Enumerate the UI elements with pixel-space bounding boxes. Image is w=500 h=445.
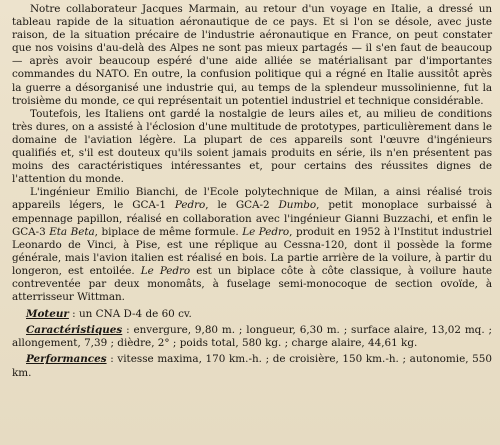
text-run: , biplace de même formule. (94, 225, 243, 238)
spec-moteur (12, 308, 492, 321)
spec-value-caracteristiques: : envergure, 9,80 m. ; longueur, 6,30 m. ; surface alaire, 13,02 mq. ; allongement, 7,39 ; dièdre, 2° ; poids total, 580 kg. ; charge alaire, 44,61 kg. (12, 324, 492, 350)
aircraft-name-pedro: Pedro (174, 199, 206, 212)
spec-value-moteur: : un CNA D-4 de 60 cv. (68, 308, 192, 321)
spec-caracteristiques (12, 324, 492, 350)
aircraft-name-pedro: Le Pedro (242, 225, 290, 238)
aircraft-name-dumbo: Dumbo (278, 199, 317, 212)
paragraph-intro: Notre collaborateur Jacques Marmain, au retour d'un voyage en Italie, a dressé un tableau rapide de la situation aéronautique de ce pays. Et si l'on se désole, avec juste raison, de la situation précaire de l'industrie aéronautique en France, on peut constater que nos voisins d'au-delà des Alpes ne sont pas mieux partagés — il s'en faut de beaucoup — après avoir beaucoup espéré d'une aide alliée se matérialisant par d'importantes commandes du NATO. En outre, la confusion politique qui a régné en Italie aussitôt après la guerre a désorganisé une industrie qui, au temps de la splendeur mussolinienne, fut la troisième du monde, ce qui représentait un potentiel industriel et technique considérable. (12, 3, 492, 107)
text-run: , le GCA-2 (205, 199, 279, 212)
spec-value-performances: : vitesse maxima, 170 km.-h. ; de croisière, 150 km.-h. ; autonomie, 550 km. (12, 353, 492, 379)
text-run: est un biplace côte à côte classique, à voilure haute contreventée par deux monomâts, à fuselage semi-monocoque de section ovoïde, à atterrisseur Wittman. (12, 264, 492, 304)
spec-performances (12, 353, 492, 379)
text-run: , petit monoplace surbaissé à empennage papillon, réalisé en collaboration avec l'ingénieur Gianni Buzzachi, et enfin le GCA-3 (12, 199, 493, 238)
spec-label-moteur: Moteur (26, 308, 69, 321)
paragraph-prototypes: Toutefois, les Italiens ont gardé la nostalgie de leurs ailes et, au milieu de conditions très dures, on a assisté à l'éclosion d'une multitude de prototypes, particulièrement dans le domaine de l'aviation légère. La plupart de ces appareils sont l'œuvre d'ingénieurs qualifiés et, s'il est douteux qu'ils soient jamais produits en série, ils n'en présentent pas moins des caractéristiques intéressantes et, pour certains des réussites dignes de l'attention du monde. (12, 107, 492, 186)
specifications (12, 308, 492, 379)
aircraft-name-eta-beta: Eta Beta (49, 225, 95, 238)
spec-label-caracteristiques: Caractéristiques (26, 324, 123, 337)
paragraph-bianchi (12, 186, 492, 304)
text-run: , produit en 1952 à l'Institut industriel Leonardo de Vinci, à Pise, est une réplique au Cessna-120, dont il possède la forme générale, mais l'avion italien est réalisé en bois. La partie arrière de la voilure, à partir du longeron, est entoilée. (12, 225, 493, 277)
aircraft-name-pedro: Le Pedro (140, 264, 191, 277)
text-run: L'ingénieur Emilio Bianchi, de l'Ecole polytechnique de Milan, a ainsi réalisé trois appareils légers, le GCA-1 (12, 186, 492, 212)
spec-label-performances: Performances (26, 353, 107, 366)
